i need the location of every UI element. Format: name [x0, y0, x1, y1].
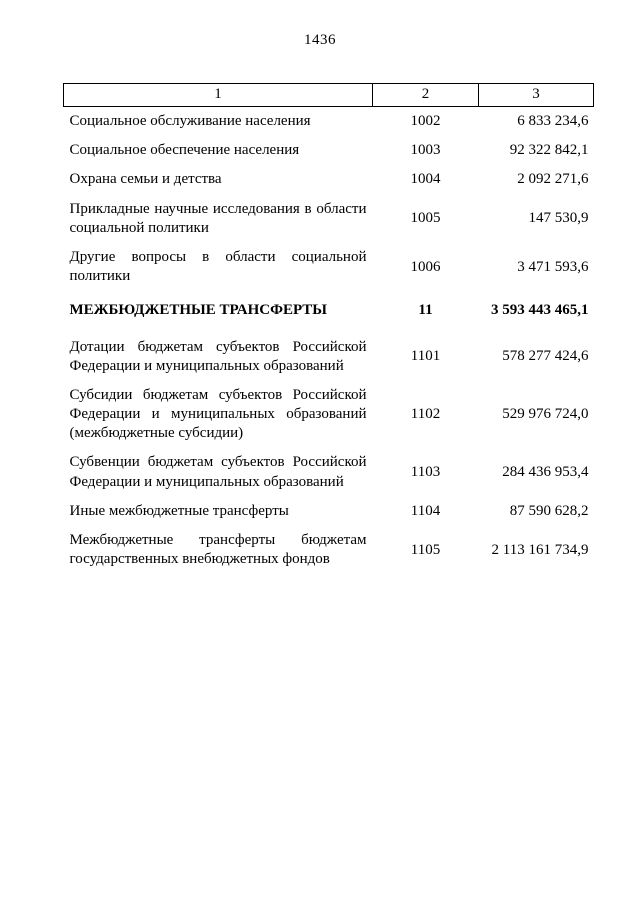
row-code-cell: 1102	[410, 406, 441, 423]
table-row	[64, 381, 594, 449]
table-row	[64, 195, 594, 243]
row-code-cell: 1003	[410, 142, 441, 159]
row-amount-cell: 2 113 161 734,9	[491, 541, 589, 558]
page-number: 1436	[304, 32, 336, 48]
row-amount-cell: 3 593 443 465,1	[491, 302, 589, 319]
table-header-row	[64, 84, 594, 107]
table-header	[64, 84, 594, 107]
table-row	[64, 136, 594, 165]
table-row	[64, 107, 594, 137]
row-code-cell: 1005	[410, 210, 441, 227]
row-amount-cell: 2 092 271,6	[517, 171, 589, 188]
row-name-cell: Субсидии бюджетам субъектов Российской Федерации и муниципальных образований (межбюджетные субсидии)	[69, 386, 367, 442]
table-row	[64, 165, 594, 194]
row-amount-cell: 147 530,9	[528, 210, 589, 227]
table-row	[64, 497, 594, 526]
row-amount-cell: 92 322 842,1	[509, 142, 589, 159]
row-name-cell: Социальное обеспечение населения	[69, 142, 300, 159]
row-name-cell: Социальное обслуживание населения	[69, 113, 311, 129]
row-code-cell: 1004	[410, 171, 441, 188]
row-code-cell: 1105	[410, 541, 441, 558]
header-col-3: 3	[479, 84, 594, 107]
row-code-cell: 1002	[410, 113, 441, 129]
header-col-2: 2	[373, 84, 479, 107]
table-row	[64, 291, 594, 332]
row-name-cell: МЕЖБЮДЖЕТНЫЕ ТРАНСФЕРТЫ	[69, 302, 328, 319]
row-code-cell: 1101	[410, 348, 441, 365]
row-name-cell: Иные межбюджетные трансферты	[69, 502, 289, 519]
row-name-cell: Прикладные научные исследования в области социальной политики	[69, 200, 367, 236]
row-amount-cell: 3 471 593,6	[517, 258, 589, 275]
row-amount-cell: 578 277 424,6	[502, 348, 589, 365]
row-amount-cell: 529 976 724,0	[502, 406, 589, 423]
row-code-cell: 11	[418, 302, 433, 319]
table-row	[64, 243, 594, 291]
budget-table	[63, 83, 594, 574]
row-name-cell: Дотации бюджетам субъектов Российской Федерации и муниципальных образований	[69, 338, 367, 374]
row-code-cell: 1006	[410, 258, 441, 275]
row-name-cell: Охрана семьи и детства	[69, 171, 222, 188]
row-code-cell: 1103	[410, 464, 441, 481]
row-amount-cell: 284 436 953,4	[502, 464, 589, 481]
row-amount-cell: 6 833 234,6	[517, 113, 589, 129]
row-amount-cell: 87 590 628,2	[509, 502, 589, 519]
table-body	[64, 107, 594, 575]
table-row	[64, 448, 594, 496]
table-row	[64, 333, 594, 381]
row-code-cell: 1104	[410, 502, 441, 519]
row-name-cell: Межбюджетные трансферты бюджетам государственных внебюджетных фондов	[69, 532, 367, 568]
table-row	[64, 526, 594, 574]
row-name-cell: Субвенции бюджетам субъектов Российской Федерации и муниципальных образований	[69, 454, 367, 490]
row-name-cell: Другие вопросы в области социальной политики	[69, 248, 367, 285]
header-col-1: 1	[64, 84, 373, 107]
